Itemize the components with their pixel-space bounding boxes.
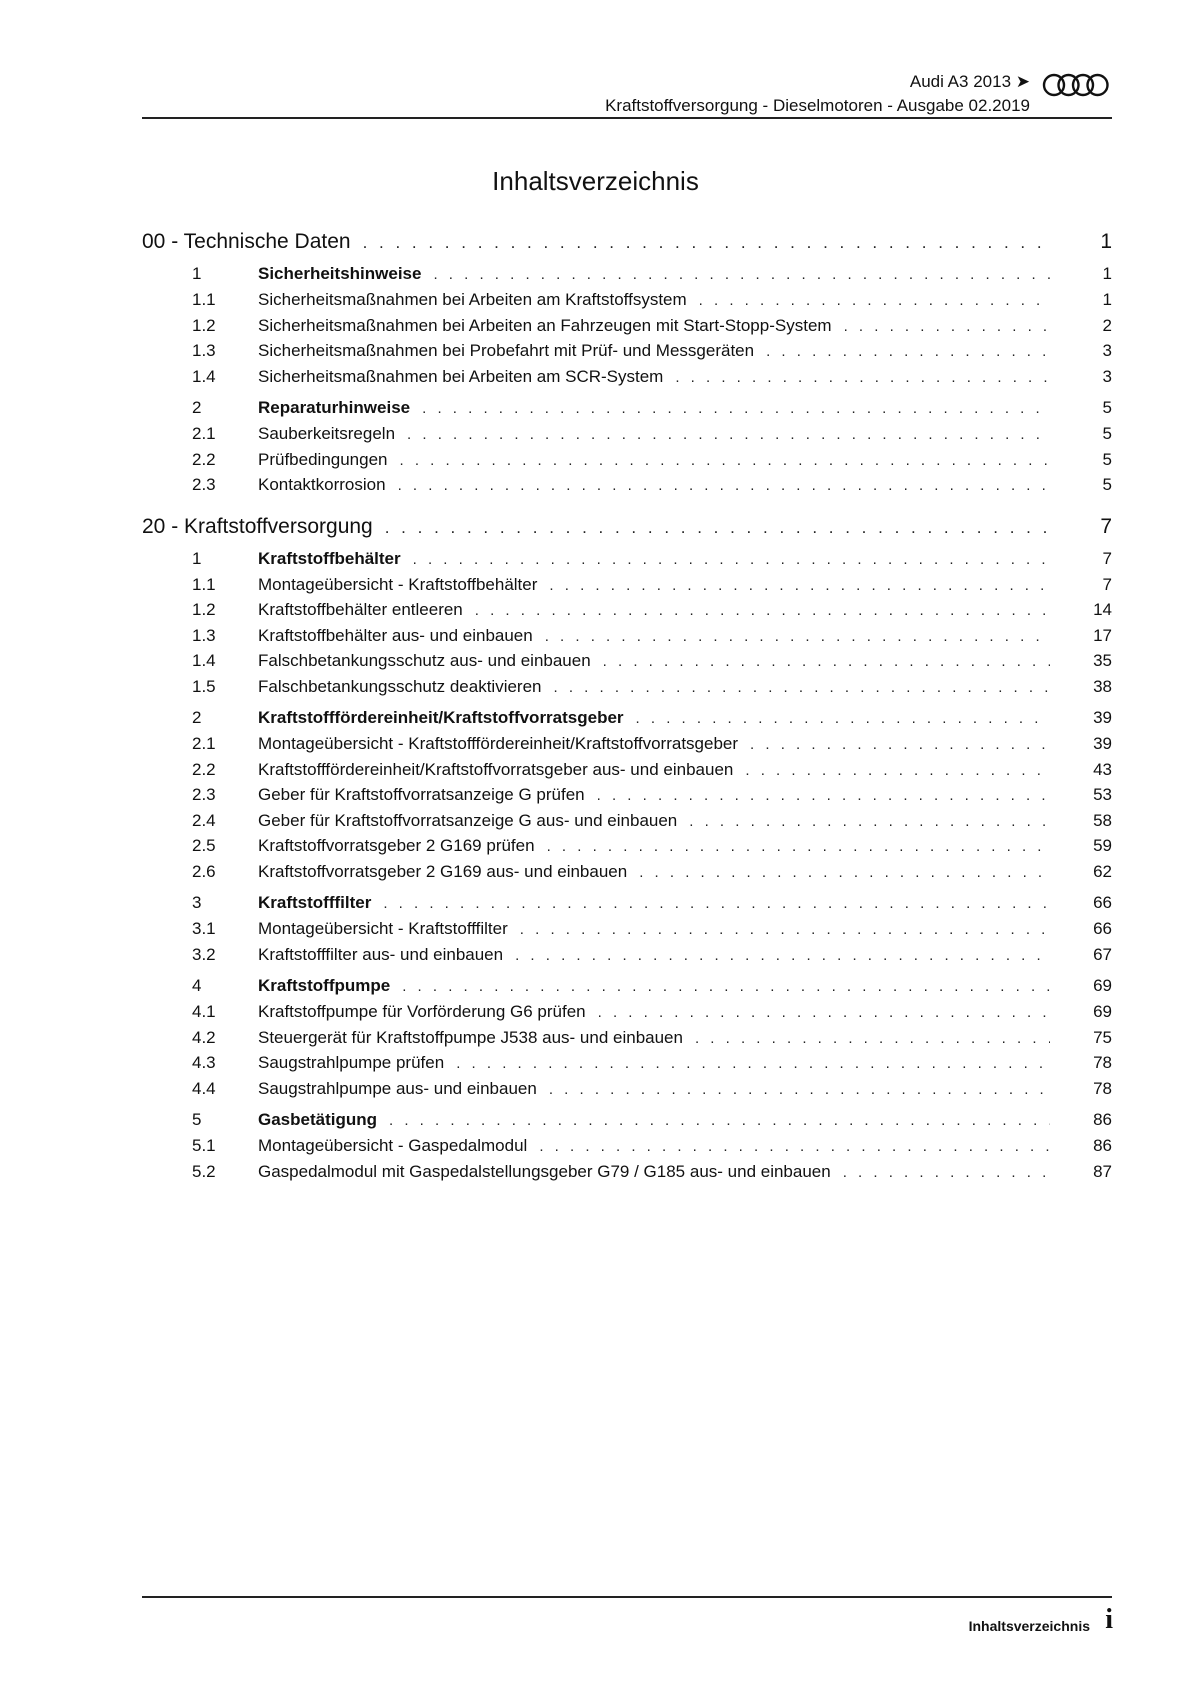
- entry-number: 2.1: [192, 734, 216, 753]
- leader-dots: [383, 895, 1050, 912]
- entry-title: Saugstrahlpumpe aus- und einbauen: [258, 1078, 537, 1098]
- entry-page: 62: [1093, 861, 1112, 881]
- toc-entry[interactable]: [142, 1079, 1112, 1105]
- leader-dots: [689, 813, 1050, 830]
- toc-entry[interactable]: [142, 1002, 1112, 1028]
- toc-entry[interactable]: [142, 575, 1112, 601]
- leader-dots: [400, 452, 1050, 469]
- leader-dots: [475, 602, 1050, 619]
- leader-dots: [515, 947, 1050, 964]
- entry-page: 59: [1093, 836, 1112, 855]
- entry-number: 2.2: [192, 449, 216, 469]
- toc-entry[interactable]: [142, 760, 1112, 786]
- toc-entry[interactable]: [142, 1136, 1112, 1162]
- toc-entry[interactable]: [142, 290, 1112, 316]
- entry-page: 53: [1093, 785, 1112, 804]
- toc-entry[interactable]: [142, 785, 1112, 811]
- toc-section-group: [142, 549, 1112, 703]
- toc-section[interactable]: [142, 264, 1112, 290]
- section-number: 1: [192, 264, 202, 283]
- entry-number: 1.3: [192, 625, 216, 645]
- toc-section-group: [142, 893, 1112, 970]
- entry-page: 17: [1093, 625, 1112, 645]
- entry-page: 75: [1093, 1027, 1112, 1047]
- entry-page: 87: [1093, 1161, 1112, 1181]
- entry-number: 4.3: [192, 1053, 216, 1072]
- entry-page: 5: [1102, 449, 1112, 469]
- leader-dots: [407, 426, 1050, 443]
- page-header: [142, 66, 1112, 120]
- leader-dots: [844, 318, 1050, 335]
- entry-title: Kraftstofffilter aus- und einbauen: [258, 944, 504, 964]
- toc-entry[interactable]: [142, 1162, 1112, 1188]
- toc-entry[interactable]: [142, 450, 1112, 476]
- toc-section[interactable]: [142, 549, 1112, 575]
- toc-chapter[interactable]: [142, 515, 1112, 543]
- toc-entry[interactable]: [142, 862, 1112, 888]
- toc-entry[interactable]: [142, 600, 1112, 626]
- entry-number: 1.4: [192, 651, 216, 670]
- leader-dots: [549, 1081, 1050, 1098]
- entry-page: 14: [1093, 600, 1112, 619]
- entry-title: Sicherheitsmaßnahmen bei Arbeiten an Fahrzeugen mit Start-Stopp-System: [258, 315, 832, 335]
- leader-dots: [675, 369, 1050, 386]
- section-title: Reparaturhinweise: [258, 398, 411, 417]
- section-page: 7: [1102, 548, 1112, 568]
- entry-title: Steuergerät für Kraftstoffpumpe J538 aus- und einbauen: [258, 1027, 683, 1047]
- entry-number: 1.2: [192, 600, 216, 619]
- leader-dots: [402, 978, 1050, 995]
- toc-entry[interactable]: [142, 734, 1112, 760]
- entry-page: 7: [1102, 574, 1112, 594]
- entry-number: 1.1: [192, 574, 216, 594]
- entry-number: 1.5: [192, 676, 216, 696]
- toc-section[interactable]: [142, 708, 1112, 734]
- entry-page: 67: [1093, 944, 1112, 964]
- entry-number: 2.5: [192, 836, 216, 855]
- toc-section-group: [142, 1110, 1112, 1187]
- section-page: 66: [1093, 893, 1112, 912]
- section-number: 5: [192, 1110, 202, 1129]
- entry-title: Falschbetankungsschutz deaktivieren: [258, 676, 542, 696]
- chapter-title: 00 - Technische Daten: [142, 230, 351, 253]
- leader-dots: [639, 864, 1050, 881]
- entry-title: Kraftstoffvorratsgeber 2 G169 prüfen: [258, 836, 535, 855]
- footer-divider: [142, 1596, 1112, 1598]
- leader-dots: [389, 1112, 1050, 1129]
- entry-page: 39: [1093, 734, 1112, 753]
- entry-number: 4.1: [192, 1002, 216, 1021]
- entry-title: Kraftstoffvorratsgeber 2 G169 aus- und einbauen: [258, 861, 628, 881]
- entry-title: Sicherheitsmaßnahmen bei Probefahrt mit Prüf- und Messgeräten: [258, 341, 755, 360]
- toc-section-group: [142, 976, 1112, 1104]
- table-of-contents: [142, 230, 1112, 1187]
- entry-number: 2.2: [192, 759, 216, 779]
- chapter-page: 7: [1100, 514, 1112, 538]
- toc-entry[interactable]: [142, 1053, 1112, 1079]
- entry-title: Kraftstoffpumpe für Vorförderung G6 prüfen: [258, 1002, 586, 1021]
- header-subtitle: Kraftstoffversorgung - Dieselmotoren - Ausgabe 02.2019: [605, 96, 1030, 115]
- entry-number: 3.2: [192, 944, 216, 964]
- section-title: Kraftstoffpumpe: [258, 976, 391, 995]
- entry-number: 1.2: [192, 315, 216, 335]
- toc-section-group: [142, 264, 1112, 392]
- entry-title: Sicherheitsmaßnahmen bei Arbeiten am SCR-System: [258, 366, 664, 386]
- entry-page: 66: [1093, 919, 1112, 938]
- toc-entry[interactable]: [142, 677, 1112, 703]
- entry-title: Falschbetankungsschutz aus- und einbauen: [258, 651, 591, 670]
- entry-number: 2.4: [192, 810, 216, 830]
- entry-title: Montageübersicht - Kraftstofffördereinheit/Kraftstoffvorratsgeber: [258, 734, 739, 753]
- section-number: 2: [192, 708, 202, 727]
- header-model: Audi A3 2013 ➤: [909, 72, 1030, 91]
- section-page: 69: [1093, 976, 1112, 995]
- entry-title: Kraftstoffbehälter aus- und einbauen: [258, 625, 533, 645]
- entry-number: 2.6: [192, 861, 216, 881]
- leader-dots: [385, 518, 1050, 538]
- leader-dots: [766, 343, 1050, 360]
- entry-page: 38: [1093, 676, 1112, 696]
- leader-dots: [547, 838, 1050, 855]
- entry-title: Sauberkeitsregeln: [258, 424, 396, 443]
- entry-page: 1: [1102, 290, 1112, 309]
- toc-entry[interactable]: [142, 836, 1112, 862]
- toc-section[interactable]: [142, 398, 1112, 424]
- header-divider: [142, 117, 1112, 119]
- leader-dots: [695, 1030, 1050, 1047]
- entry-number: 1.1: [192, 290, 216, 309]
- leader-dots: [422, 400, 1050, 417]
- toc-entry[interactable]: [142, 367, 1112, 393]
- entry-page: 5: [1102, 475, 1112, 494]
- footer-page-number: i: [1105, 1604, 1113, 1635]
- leader-dots: [636, 710, 1050, 727]
- page-title: Inhaltsverzeichnis: [492, 166, 699, 196]
- entry-title: Kraftstofffördereinheit/Kraftstoffvorratsgeber aus- und einbauen: [258, 759, 734, 779]
- leader-dots: [699, 292, 1050, 309]
- entry-page: 5: [1102, 424, 1112, 443]
- entry-title: Gaspedalmodul mit Gaspedalstellungsgeber G79 / G185 aus- und einbauen: [258, 1161, 831, 1181]
- leader-dots: [456, 1055, 1050, 1072]
- entry-title: Geber für Kraftstoffvorratsanzeige G aus- und einbauen: [258, 810, 678, 830]
- section-page: 86: [1093, 1110, 1112, 1129]
- entry-number: 1.3: [192, 341, 216, 360]
- entry-title: Kontaktkorrosion: [258, 475, 386, 494]
- leader-dots: [598, 1004, 1050, 1021]
- entry-number: 3.1: [192, 919, 216, 938]
- toc-entry[interactable]: [142, 651, 1112, 677]
- entry-title: Kraftstoffbehälter entleeren: [258, 600, 463, 619]
- leader-dots: [545, 628, 1050, 645]
- toc-chapter[interactable]: [142, 230, 1112, 258]
- entry-title: Sicherheitsmaßnahmen bei Arbeiten am Kraftstoffsystem: [258, 290, 687, 309]
- footer-label: Inhaltsverzeichnis: [968, 1618, 1090, 1634]
- entry-number: 2.1: [192, 424, 216, 443]
- leader-dots: [363, 233, 1050, 253]
- entry-page: 2: [1102, 315, 1112, 335]
- entry-page: 35: [1093, 651, 1112, 670]
- entry-page: 78: [1093, 1053, 1112, 1072]
- chapter-title: 20 - Kraftstoffversorgung: [142, 514, 373, 538]
- leader-dots: [750, 736, 1050, 753]
- entry-page: 43: [1093, 759, 1112, 779]
- entry-title: Montageübersicht - Gaspedalmodul: [258, 1136, 528, 1155]
- section-number: 1: [192, 548, 202, 568]
- entry-title: Montageübersicht - Kraftstoffbehälter: [258, 574, 538, 594]
- entry-page: 3: [1102, 366, 1112, 386]
- entry-page: 3: [1102, 341, 1112, 360]
- entry-number: 4.2: [192, 1027, 216, 1047]
- entry-number: 1.4: [192, 366, 216, 386]
- entry-title: Saugstrahlpumpe prüfen: [258, 1053, 445, 1072]
- section-title: Kraftstoffbehälter: [258, 548, 401, 568]
- leader-dots: [433, 266, 1050, 283]
- leader-dots: [520, 921, 1050, 938]
- section-title: Gasbetätigung: [258, 1110, 378, 1129]
- leader-dots: [603, 653, 1050, 670]
- leader-dots: [554, 679, 1051, 696]
- toc-entry[interactable]: [142, 811, 1112, 837]
- section-page: 5: [1102, 398, 1112, 417]
- toc-section[interactable]: [142, 1110, 1112, 1136]
- toc-entry[interactable]: [142, 945, 1112, 971]
- entry-number: 5.2: [192, 1161, 216, 1181]
- entry-page: 69: [1093, 1002, 1112, 1021]
- leader-dots: [398, 477, 1050, 494]
- entry-page: 78: [1093, 1078, 1112, 1098]
- entry-title: Montageübersicht - Kraftstofffilter: [258, 919, 508, 938]
- toc-section[interactable]: [142, 893, 1112, 919]
- section-number: 2: [192, 398, 202, 417]
- entry-number: 2.3: [192, 475, 216, 494]
- toc-entry[interactable]: [142, 626, 1112, 652]
- section-page: 39: [1093, 708, 1112, 727]
- entry-number: 4.4: [192, 1078, 216, 1098]
- leader-dots: [597, 787, 1050, 804]
- toc-entry[interactable]: [142, 919, 1112, 945]
- section-title: Kraftstofffördereinheit/Kraftstoffvorratsgeber: [258, 708, 624, 727]
- entry-title: Geber für Kraftstoffvorratsanzeige G prüfen: [258, 785, 585, 804]
- toc-section-group: [142, 398, 1112, 501]
- toc-section[interactable]: [142, 976, 1112, 1002]
- leader-dots: [413, 551, 1050, 568]
- section-title: Sicherheitshinweise: [258, 264, 422, 283]
- toc-entry[interactable]: [142, 316, 1112, 342]
- leader-dots: [549, 577, 1050, 594]
- leader-dots: [539, 1138, 1050, 1155]
- entry-number: 2.3: [192, 785, 216, 804]
- toc-entry[interactable]: [142, 475, 1112, 501]
- audi-rings-icon: [1042, 72, 1110, 98]
- chapter-page: 1: [1100, 230, 1112, 253]
- toc-section-group: [142, 708, 1112, 887]
- leader-dots: [843, 1164, 1050, 1181]
- entry-title: Prüfbedingungen: [258, 449, 388, 469]
- section-number: 4: [192, 976, 202, 995]
- toc-entry[interactable]: [142, 1028, 1112, 1054]
- entry-page: 86: [1093, 1136, 1112, 1155]
- section-page: 1: [1102, 264, 1112, 283]
- leader-dots: [745, 762, 1050, 779]
- entry-number: 5.1: [192, 1136, 216, 1155]
- entry-page: 58: [1093, 810, 1112, 830]
- section-number: 3: [192, 893, 202, 912]
- toc-entry[interactable]: [142, 341, 1112, 367]
- toc-entry[interactable]: [142, 424, 1112, 450]
- section-title: Kraftstofffilter: [258, 893, 372, 912]
